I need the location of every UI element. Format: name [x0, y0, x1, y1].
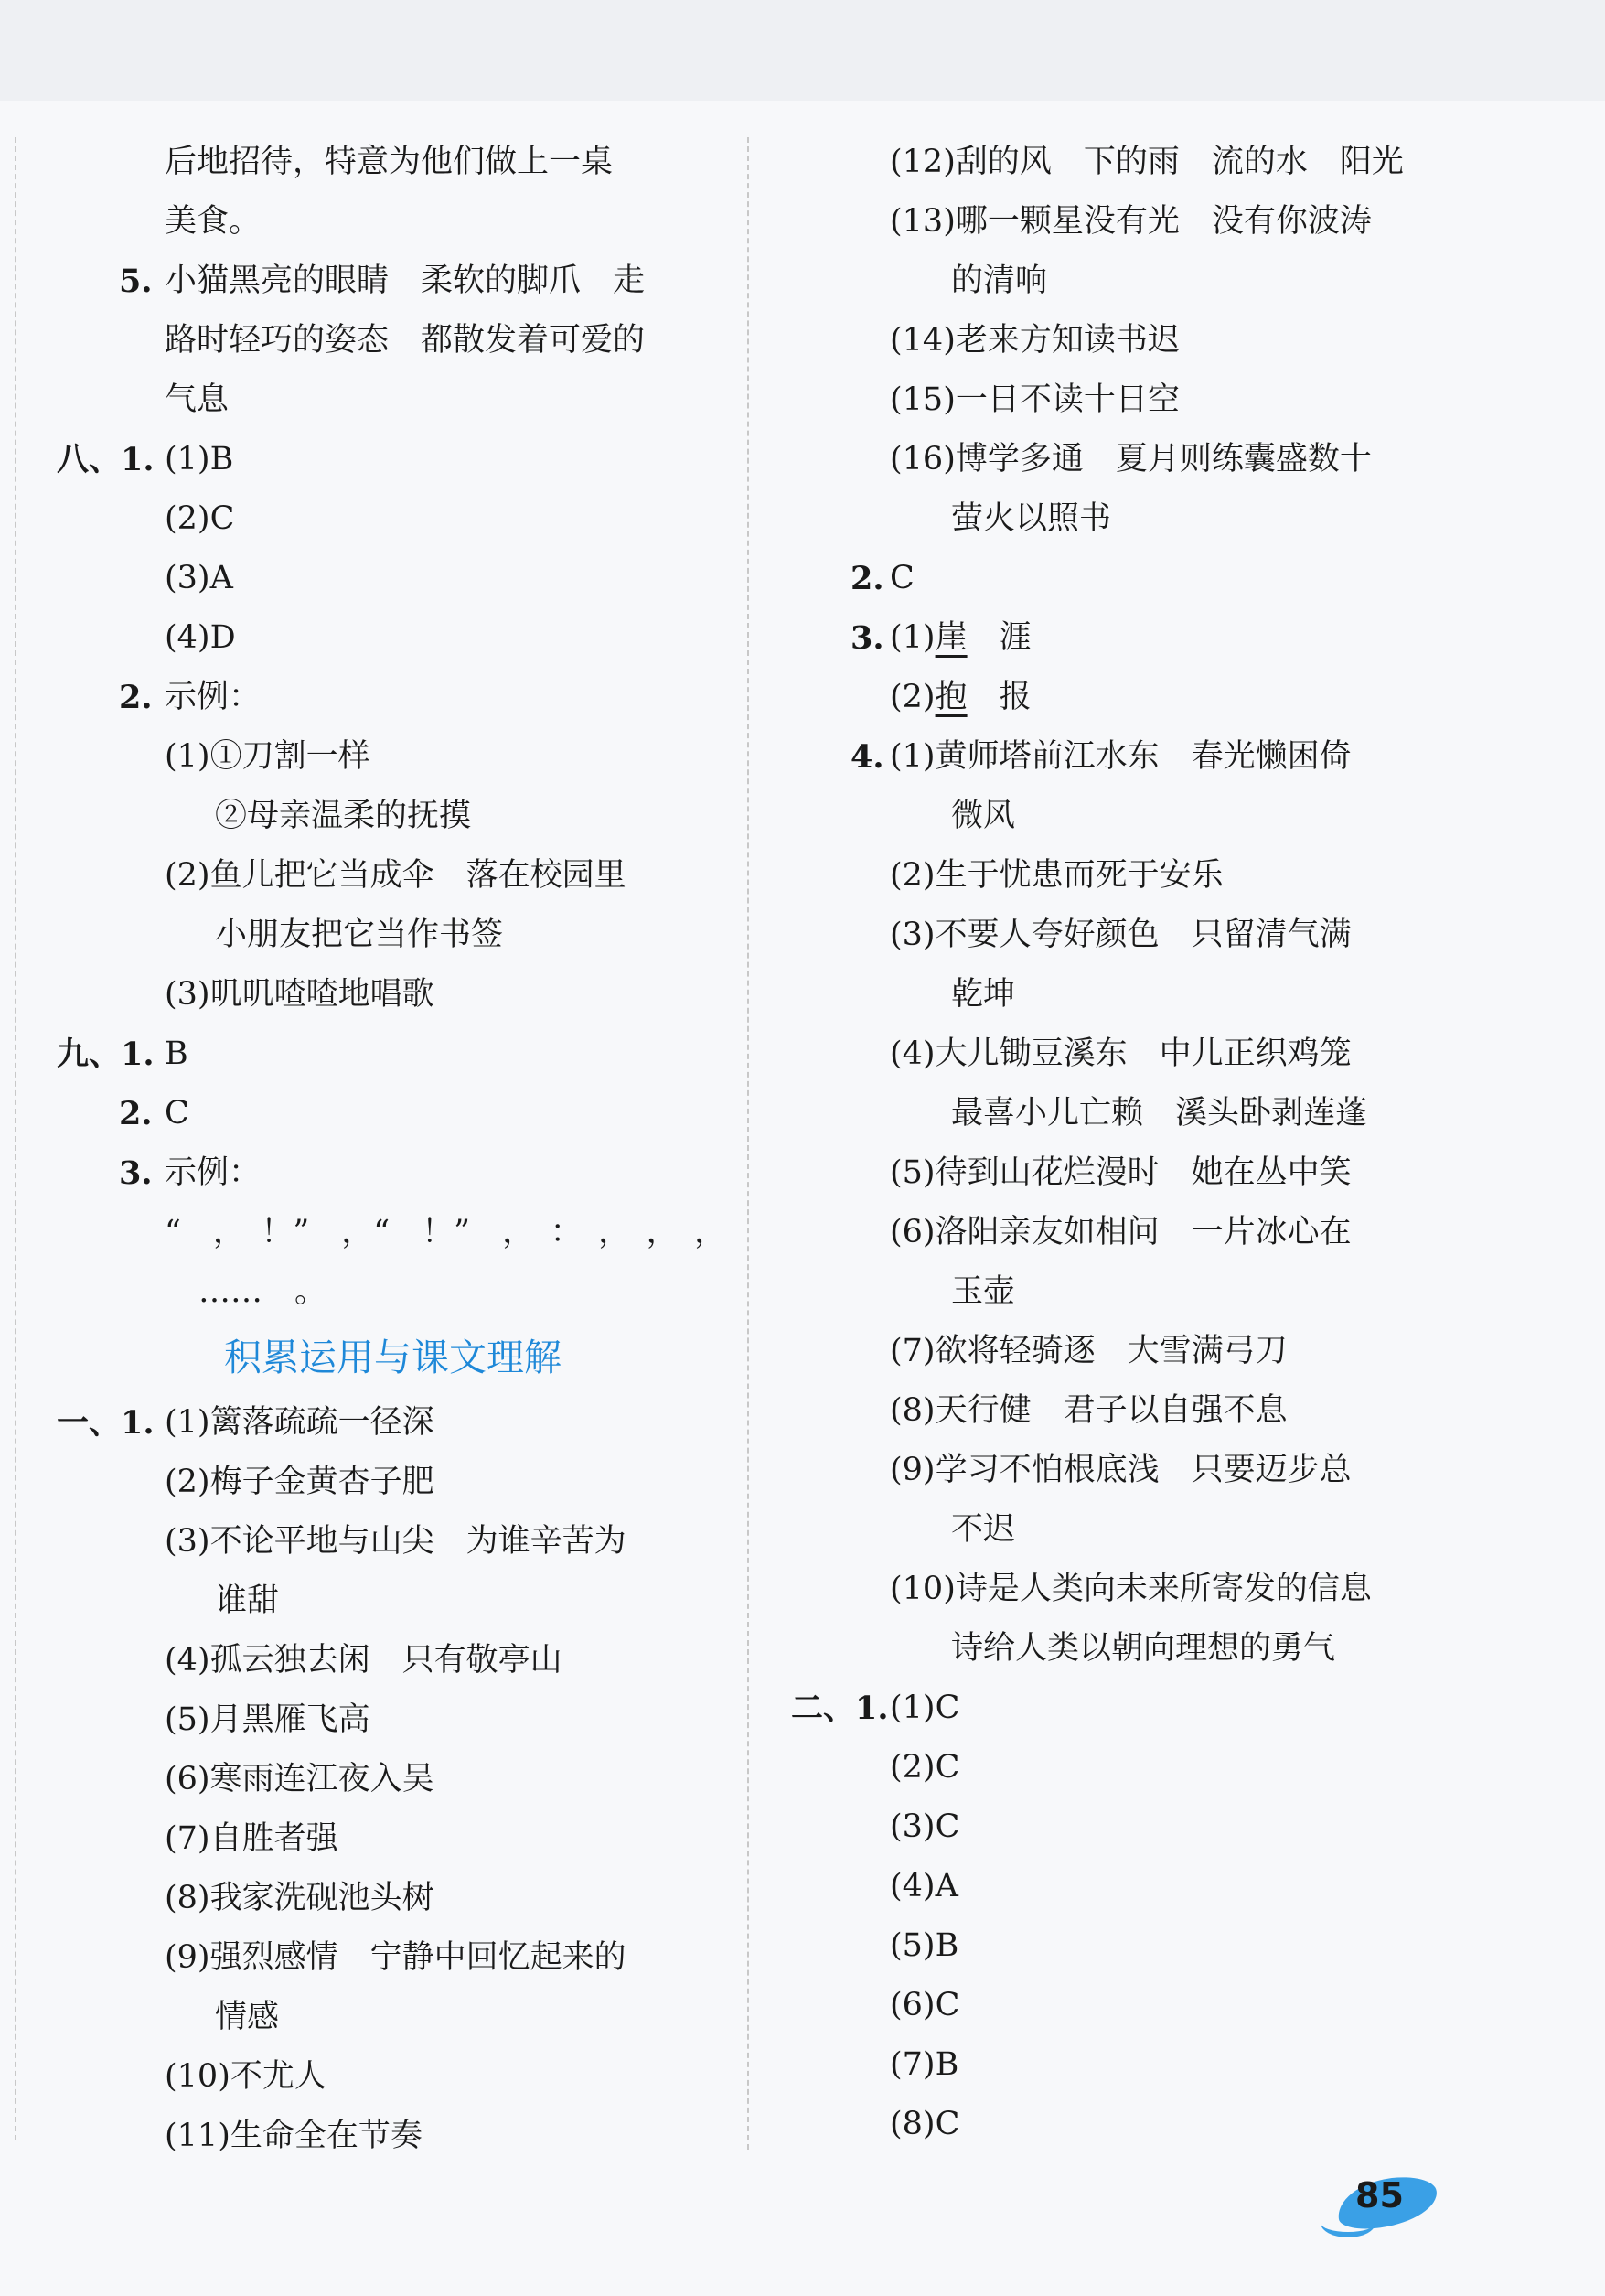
answer-prefix: (2)	[890, 679, 936, 715]
question-number: 3.	[851, 619, 884, 657]
answer-text: C	[165, 1095, 189, 1132]
answer-line	[57, 1393, 729, 1453]
answer-text: 最喜小儿亡赖 溪头卧剥莲蓬	[951, 1095, 1368, 1132]
answer-line	[57, 1988, 729, 2047]
answer-line	[791, 192, 1463, 252]
answer-text: (13)哪一颗星没有光 没有你波涛	[890, 203, 1372, 240]
answer-line	[791, 906, 1463, 965]
answer-text: (11)生命全在节奏	[165, 2118, 423, 2154]
answer-text: 美食。	[165, 203, 262, 240]
answer-line	[791, 1084, 1463, 1143]
answer-text: (10)诗是人类向未来所寄发的信息	[890, 1571, 1372, 1607]
answer-text: 示例：	[165, 679, 262, 715]
answer-line	[791, 1619, 1463, 1679]
answer-text: (8)我家洗砚池头树	[165, 1880, 434, 1916]
answer-line	[57, 370, 729, 430]
section-heading: 积累运用与课文理解	[224, 1336, 562, 1379]
answer-line	[57, 1143, 729, 1203]
underlined-character: 抱	[935, 679, 968, 715]
page-top-band	[0, 0, 1605, 101]
answer-line	[791, 1916, 1463, 1976]
answer-line	[57, 2047, 729, 2107]
answer-line	[791, 370, 1463, 430]
answer-text: (2)C	[890, 1749, 960, 1786]
answer-text: (5)月黑雁飞高	[165, 1701, 370, 1738]
answer-line	[791, 1322, 1463, 1381]
answer-line	[791, 430, 1463, 489]
answer-line	[57, 1750, 729, 1809]
answer-text: 诗给人类以朝向理想的勇气	[951, 1630, 1336, 1667]
answer-line	[791, 1381, 1463, 1441]
question-number: 2.	[119, 1095, 153, 1132]
answer-text: 路时轻巧的姿态 都散发着可爱的	[165, 322, 646, 359]
answer-line	[791, 787, 1463, 846]
answer-line	[57, 1809, 729, 1869]
answer-line	[791, 1025, 1463, 1084]
answer-text: (3)不论平地与山尖 为谁辛苦为	[165, 1523, 626, 1560]
question-number: 九、1.	[57, 1035, 155, 1073]
answer-line	[57, 549, 729, 608]
answer-text: (3)叽叽喳喳地唱歌	[165, 976, 434, 1013]
answer-text: (9)强烈感情 宁静中回忆起来的	[165, 1939, 626, 1976]
answer-line	[791, 727, 1463, 787]
answer-text: 谁甜	[215, 1583, 280, 1619]
question-number: 一、1.	[57, 1404, 155, 1442]
left-column	[57, 133, 729, 2166]
answer-line	[791, 1857, 1463, 1916]
answer-text: (4)A	[890, 1868, 958, 1904]
answer-line	[791, 2095, 1463, 2154]
answer-text: (7)B	[890, 2046, 959, 2083]
answer-line	[791, 1441, 1463, 1500]
question-number: 2.	[851, 560, 884, 597]
answer-line	[791, 1738, 1463, 1797]
answer-text: (14)老来方知读书迟	[890, 322, 1180, 359]
page-number: 85	[1355, 2175, 1404, 2216]
answer-line	[791, 965, 1463, 1025]
answer-line	[57, 1631, 729, 1690]
answer-line	[791, 668, 1463, 727]
answer-line	[57, 1512, 729, 1572]
answer-text: (3)A	[165, 560, 233, 596]
answer-text: 乾坤	[951, 976, 1016, 1013]
answer-line	[57, 1262, 729, 1322]
question-number: 2.	[119, 679, 153, 716]
answer-text: (6)洛阳亲友如相问 一片冰心在	[890, 1214, 1352, 1250]
answer-line	[57, 1203, 729, 1262]
answer-line	[57, 846, 729, 906]
answer-line	[57, 1453, 729, 1512]
answer-text: 不迟	[951, 1511, 1016, 1548]
question-number: 二、1.	[791, 1690, 889, 1727]
answer-line	[57, 608, 729, 668]
answer-text: (16)博学多通 夏月则练囊盛数十	[890, 441, 1372, 477]
question-number: 4.	[851, 738, 884, 776]
answer-text: 情感	[215, 1999, 280, 2035]
answer-line	[57, 252, 729, 311]
answer-line	[57, 430, 729, 489]
answer-text: 后地招待，特意为他们做上一桌	[165, 144, 614, 180]
answer-text: (1)C	[890, 1690, 960, 1726]
answer-text: 的清响	[951, 263, 1048, 299]
answer-line	[57, 192, 729, 252]
answer-text	[890, 608, 1032, 668]
answer-line	[57, 965, 729, 1025]
answer-text: 萤火以照书	[951, 500, 1112, 537]
answer-line	[791, 1797, 1463, 1857]
answer-line	[791, 846, 1463, 906]
answer-text: 气息	[165, 381, 230, 418]
answer-text: (7)自胜者强	[165, 1820, 338, 1857]
right-column	[791, 133, 1463, 2154]
answer-text: “ ， ！” ，“ ！” ， ： ， ， ，	[165, 1214, 727, 1250]
answer-text: (2)梅子金黄杏子肥	[165, 1464, 434, 1500]
answer-text: (1)①刀割一样	[165, 738, 370, 775]
answer-rest: 报	[967, 679, 1032, 715]
answer-text: 微风	[951, 798, 1016, 834]
answer-line	[791, 1143, 1463, 1203]
answer-line	[57, 311, 729, 370]
answer-line	[57, 906, 729, 965]
answer-text: (7)欲将轻骑逐 大雪满弓刀	[890, 1333, 1288, 1369]
answer-text	[890, 668, 1032, 727]
answer-text: (5)待到山花烂漫时 她在丛中笑	[890, 1154, 1352, 1191]
answer-line	[791, 311, 1463, 370]
answer-line	[57, 1084, 729, 1143]
question-number: 3.	[119, 1154, 153, 1192]
answer-text: (2)生于忧患而死于安乐	[890, 857, 1224, 894]
answer-line	[57, 133, 729, 192]
answer-line	[57, 1690, 729, 1750]
answer-line	[57, 489, 729, 549]
answer-text: (12)刮的风 下的雨 流的水 阳光	[890, 144, 1404, 180]
answer-text: (1)B	[165, 441, 234, 477]
answer-text: (4)D	[165, 619, 236, 656]
answer-text: (2)C	[165, 500, 235, 537]
answer-line	[57, 1928, 729, 1988]
answer-text: (9)学习不怕根底浅 只要迈步总	[890, 1452, 1352, 1488]
answer-text: …… 。	[198, 1273, 327, 1310]
answer-line	[57, 1869, 729, 1928]
answer-text: (1)黄师塔前江水东 春光懒困倚	[890, 738, 1352, 775]
binding-fold-line	[15, 137, 16, 2140]
question-number: 5.	[119, 263, 153, 300]
answer-line	[57, 2107, 729, 2166]
answer-line	[57, 668, 729, 727]
underlined-character: 崖	[935, 619, 968, 656]
answer-line	[791, 608, 1463, 668]
answer-line	[57, 727, 729, 787]
answer-line	[791, 1560, 1463, 1619]
answer-text: (2)鱼儿把它当成伞 落在校园里	[165, 857, 626, 894]
answer-text: (6)C	[890, 1987, 960, 2023]
answer-prefix: (1)	[890, 619, 936, 656]
answer-text: 玉壶	[951, 1273, 1016, 1310]
answer-text: (3)C	[890, 1808, 960, 1845]
answer-text: (8)天行健 君子以自强不息	[890, 1392, 1288, 1429]
answer-line	[791, 489, 1463, 549]
answer-line	[791, 549, 1463, 608]
answer-line	[57, 787, 729, 846]
answer-text: 示例：	[165, 1154, 262, 1191]
answer-line	[791, 1679, 1463, 1738]
answer-text: (6)寒雨连江夜入吴	[165, 1761, 434, 1797]
answer-line	[57, 1572, 729, 1631]
answer-text: (5)B	[890, 1927, 959, 1964]
answer-text: (4)孤云独去闲 只有敬亭山	[165, 1642, 562, 1679]
answer-line	[791, 1500, 1463, 1560]
question-number: 八、1.	[57, 441, 155, 478]
answer-text: (8)C	[890, 2106, 960, 2142]
answer-text: (3)不要人夸好颜色 只留清气满	[890, 917, 1352, 953]
page-number-badge	[1317, 2168, 1445, 2241]
answer-text: (10)不尤人	[165, 2058, 326, 2095]
answer-line	[791, 252, 1463, 311]
answer-rest: 涯	[967, 619, 1032, 656]
answer-line	[791, 1262, 1463, 1322]
answer-text: 小朋友把它当作书签	[215, 917, 504, 953]
answer-line	[57, 1025, 729, 1084]
answer-text: (1)篱落疏疏一径深	[165, 1404, 434, 1441]
answer-text: ②母亲温柔的抚摸	[215, 798, 472, 834]
answer-text: 小猫黑亮的眼睛 柔软的脚爪 走	[165, 263, 646, 299]
answer-text: (15)一日不读十日空	[890, 381, 1180, 418]
answer-text: (4)大儿锄豆溪东 中儿正织鸡笼	[890, 1035, 1352, 1072]
answer-text: C	[890, 560, 915, 596]
answer-line	[791, 1203, 1463, 1262]
answer-line	[791, 1976, 1463, 2035]
answer-text: B	[165, 1035, 188, 1072]
answer-line	[791, 133, 1463, 192]
answer-line	[791, 2035, 1463, 2095]
column-divider	[747, 137, 749, 2150]
